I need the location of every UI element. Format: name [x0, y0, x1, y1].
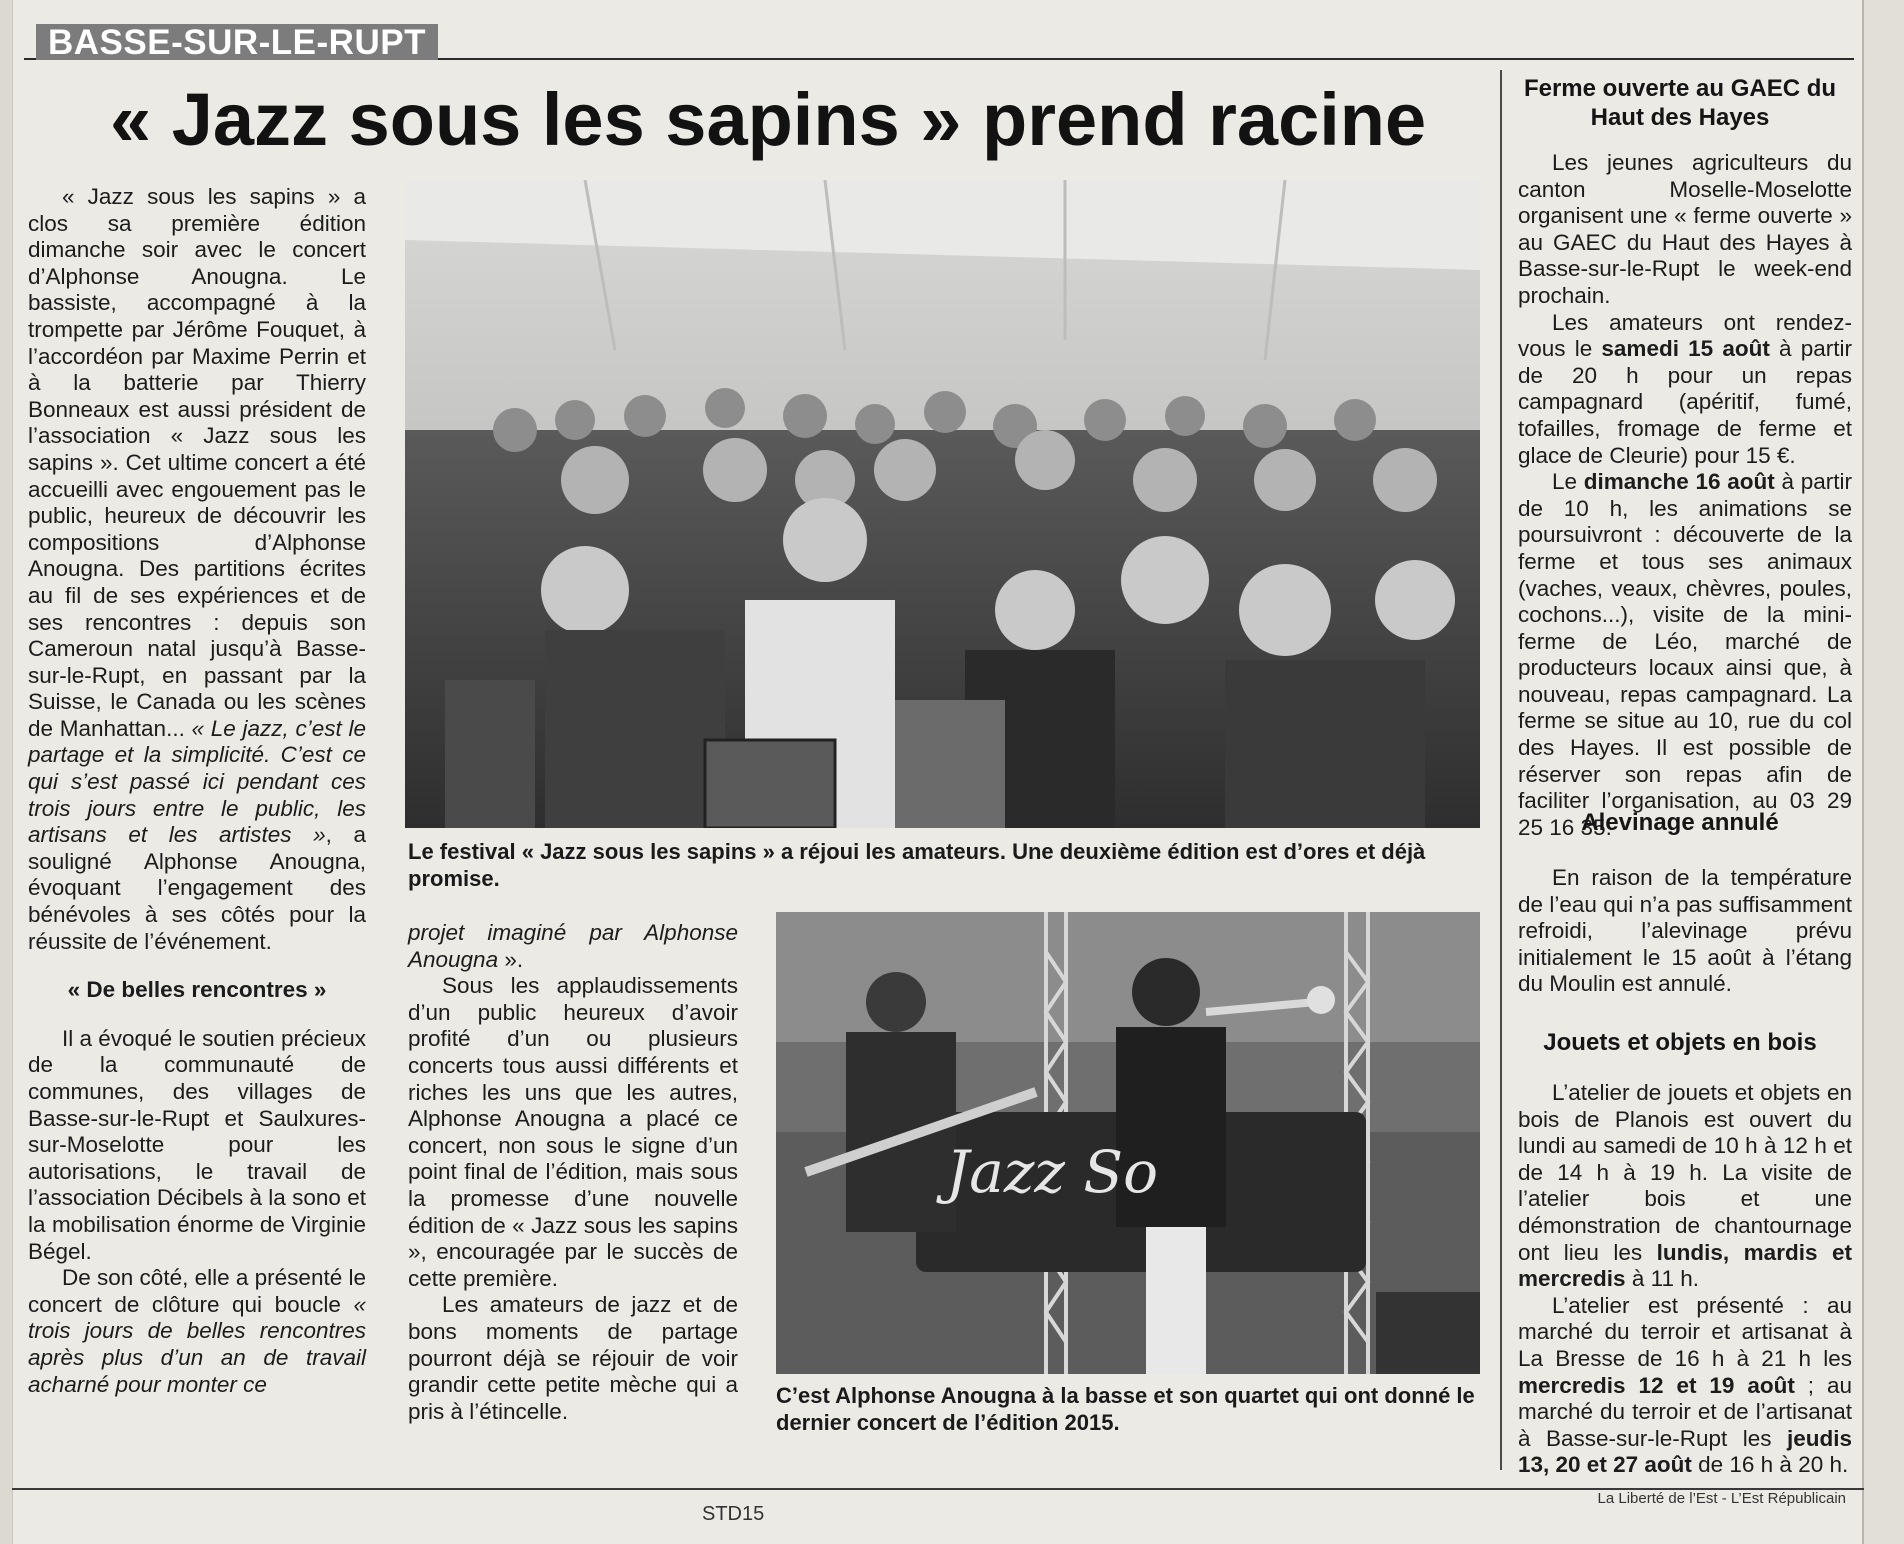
publication-name: La Liberté de l’Est - L’Est Républicain: [1597, 1490, 1846, 1507]
audience-photo-caption: Le festival « Jazz sous les sapins » a réjoui les amateurs. Une deuxième édition est d’ores et déjà promise.: [408, 839, 1426, 891]
footer-rule: [12, 1488, 1864, 1490]
brief-toys-body: [1518, 1080, 1852, 1479]
page-left-margin: [0, 0, 13, 1544]
band-photo-caption: C’est Alphonse Anougna à la basse et son quartet qui ont donné le dernier concert de l’édition 2015.: [776, 1383, 1475, 1435]
brief-paragraph: L’atelier de jouets et objets en bois de Planois est ouvert du lundi au samedi de 10 h à 12 h et de 14 h à 19 h. La visite de l’atelier bois et une démonstration de chantournage ont lieu les lundis, mardis et mercredis à 11 h.: [1518, 1080, 1852, 1292]
brief-paragraph: Les jeunes agriculteurs du canton Moselle-Moselotte organisent une « ferme ouverte » au GAEC du Haut des Hayes à Basse-sur-le-Rupt le week-end prochain.: [1518, 150, 1852, 308]
audience-photo: [405, 180, 1480, 828]
brief-paragraph: L’atelier est présenté : au marché du terroir et artisanat à La Bresse de 16 h à 21 h les mercredis 12 et 19 août ; au marché du terroir et de l’artisanat à Basse-sur-le-Rupt les jeudis 13, 20 et 27 août de 16 h à 20 h.: [1518, 1292, 1852, 1478]
brief-alevinage-body: [1518, 865, 1852, 998]
brief-title-alevinage: Alevinage annulé: [1581, 809, 1779, 836]
article-paragraph: Sous les applaudissements d’un public heureux d’avoir profité d’un ou plusieurs concerts tous aussi différents et riches les uns que les autres, Alphonse Anougna a placé ce concert, non sous le signe d’un point final de l’édition, mais sous la promesse d’une nouvelle édition de « Jazz sous les sapins », encouragée par le succès de cette première.: [408, 973, 738, 1291]
banner-text: Jazz So: [946, 1138, 1159, 1206]
article-column-2: [408, 920, 738, 1425]
article-paragraph: « Jazz sous les sapins » a clos sa première édition dimanche soir avec le concert d’Alphonse Anougna. Le bassiste, accompagné à la trompette par Jérôme Fouquet, à l’accordéon par Maxime Perrin et à la batterie par Thierry Bonneaux est aussi président de l’association « Jazz sous les sapins ». Cet ultime concert a été accueilli avec engouement pas le public, heureux de découvrir les compositions d’Alphonse Anougna. Des partitions écrites au fil de ses expériences et de ses rencontres : depuis son Cameroun natal jusqu’à Basse-sur-le-Rupt, en passant par la Suisse, le Canada ou les scènes de Manhattan... « Le jazz, c’est le partage et la simplicité. C’est ce qui s’est passé ici pendant ces trois jours entre le public, les artisans et les artistes », a souligné Alphonse Anougna, évoquant l’engagement des bénévoles à ses côtés pour la réussite de l’événement.: [28, 184, 366, 954]
brief-title-toys: Jouets et objets en bois: [1543, 1029, 1817, 1056]
brief-farm-body: [1518, 150, 1852, 841]
brief-paragraph: Les amateurs ont rendez-vous le samedi 15 août à partir de 20 h pour un repas campagnard (apéritif, fumé, tofailles, fromage de ferme et glace de Cleurie) pour 15 €.: [1518, 309, 1852, 468]
column-divider: [1500, 70, 1502, 1470]
audience-photo-image: [405, 180, 1480, 828]
article-subheading: « De belles rencontres »: [67, 977, 327, 1003]
article-headline: « Jazz sous les sapins » prend racine: [110, 78, 1427, 161]
brief-paragraph: En raison de la température de l’eau qui n’a pas suffisamment refroidi, l’alevinage prévu initialement le 15 août à l’étang du Moulin est annulé.: [1518, 865, 1852, 997]
article-paragraph: De son côté, elle a présenté le concert de clôture qui boucle « trois jours de belles rencontres après plus d’un an de travail acharné pour monter ce: [28, 1265, 366, 1397]
article-paragraph: Il a évoqué le soutien précieux de la communauté de communes, des villages de Basse-sur-le-Rupt et Saulxures-sur-Moselotte pour les autorisations, le travail de l’association Décibels à la sono et la mobilisation énorme de Virginie Bégel.: [28, 1025, 366, 1264]
article-paragraph: projet imaginé par Alphonse Anougna ».: [408, 920, 738, 972]
page-right-margin: [1862, 0, 1904, 1544]
band-photo-image: [776, 912, 1480, 1374]
section-kicker: BASSE-SUR-LE-RUPT: [36, 24, 438, 60]
article-paragraph: Les amateurs de jazz et de bons moments de partage pourront déjà se réjouir de voir grandir cette petite mèche qui a pris à l’étincelle.: [408, 1292, 738, 1424]
article-column-1: [28, 184, 366, 1398]
brief-title-farm: Ferme ouverte au GAEC du Haut des Hayes: [1523, 75, 1837, 131]
band-photo: [776, 912, 1480, 1374]
page-code: STD15: [702, 1503, 765, 1525]
brief-paragraph: Le dimanche 16 août à partir de 10 h, les animations se poursuivront : découverte de la ferme et tous ses animaux (vaches, veaux, chèvres, poules, cochons...), visite de la mini-ferme de Léo, marché de producteurs locaux ainsi que, à nouveau, repas campagnard. La ferme se situe au 10, rue du col des Hayes. Il est possible de réserver son repas afin de faciliter l’organisation, au 03 29 25 16 35.: [1518, 469, 1853, 840]
